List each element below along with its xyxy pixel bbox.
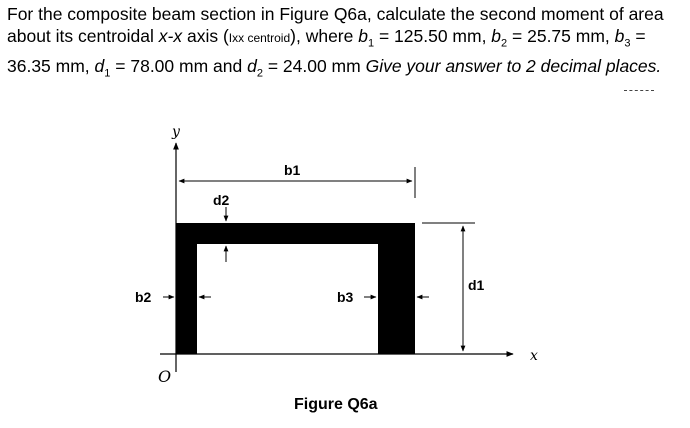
b1-value: = 125.50 mm, bbox=[374, 26, 492, 46]
y-axis-label: y bbox=[172, 124, 180, 140]
b2-label: b2 bbox=[135, 289, 152, 305]
axis-label: x-x bbox=[158, 26, 183, 46]
d1-label: d1 bbox=[468, 277, 485, 293]
d2-symbol: d bbox=[247, 55, 257, 76]
b3-value: = 36.35 mm, bbox=[7, 26, 646, 76]
question-part-1: For the composite beam section in Figure Q6a, calculate the second moment of area about its centroidal bbox=[7, 4, 664, 46]
b3-subscript: 3 bbox=[624, 37, 631, 50]
b1-subscript: 1 bbox=[367, 37, 375, 50]
figure-caption: Figure Q6a bbox=[294, 396, 378, 413]
b2-symbol: b bbox=[491, 26, 502, 46]
b2-subscript: 2 bbox=[501, 37, 508, 50]
b3-label: b3 bbox=[337, 289, 354, 305]
d1-symbol: d bbox=[94, 55, 105, 76]
d1-subscript: 1 bbox=[104, 67, 111, 79]
d2-value: = 24.00 mm bbox=[262, 55, 366, 76]
origin-label: O bbox=[158, 367, 172, 386]
question-part-2: axis ( bbox=[182, 26, 229, 46]
d2-subscript: 2 bbox=[256, 67, 263, 79]
b1-label: b1 bbox=[284, 162, 301, 178]
x-axis-label: x bbox=[530, 348, 538, 364]
b3-symbol: b bbox=[614, 26, 625, 46]
answer-instruction: Give your answer to 2 decimal places. bbox=[365, 55, 662, 76]
b1-symbol: b bbox=[358, 26, 368, 46]
left-web bbox=[176, 223, 197, 354]
ixx-label: Ixx centroid bbox=[228, 31, 291, 45]
question-part-3: ), where bbox=[290, 26, 359, 46]
d1-value: = 78.00 mm and bbox=[110, 55, 248, 76]
right-web bbox=[378, 223, 415, 354]
d2-label: d2 bbox=[213, 192, 230, 208]
b2-value: = 25.75 mm, bbox=[507, 26, 615, 46]
